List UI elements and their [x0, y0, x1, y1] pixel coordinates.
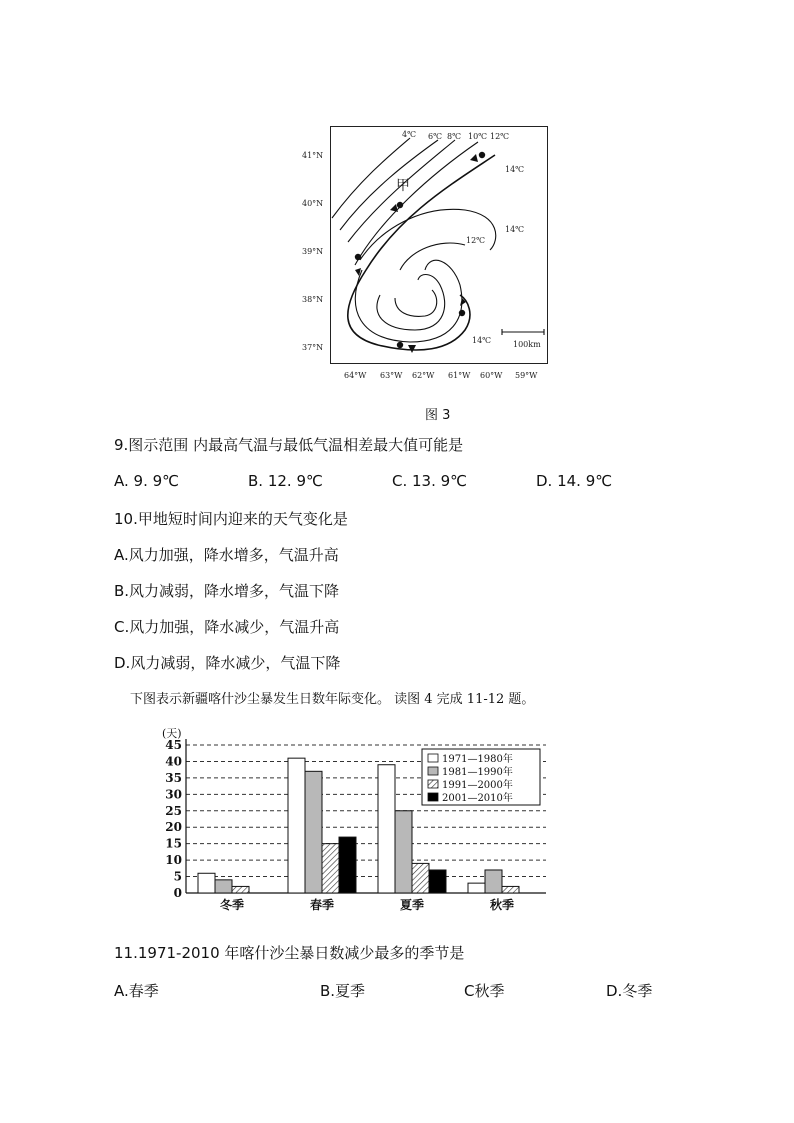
lon-label: 59°W: [515, 371, 538, 380]
category-label: 冬季: [219, 898, 245, 912]
question-11-option-a: A.春季: [114, 982, 159, 1000]
question-11-option-d: D.冬季: [606, 982, 653, 1000]
y-tick-label: 30: [165, 787, 182, 802]
bar: [412, 863, 429, 893]
question-10-option-d: D.风力减弱，降水减少，气温下降: [114, 654, 341, 672]
y-axis-label: (天): [162, 727, 182, 740]
isotherm-core: [395, 290, 437, 316]
question-9-stem: 9.图示范围 内最高气温与最低气温相差最大值可能是: [114, 436, 464, 454]
isotherm-label: 14℃: [505, 165, 525, 174]
legend-label: 1991—2000年: [442, 780, 513, 791]
isotherm-label: 8℃: [447, 132, 462, 141]
question-10-option-a: A.风力加强，降水增多，气温升高: [114, 546, 339, 564]
lon-label: 61°W: [448, 371, 471, 380]
y-tick-label: 10: [165, 853, 182, 868]
question-10-stem: 10.甲地短时间内迎来的天气变化是: [114, 510, 348, 528]
isotherm-label: 6℃: [428, 132, 443, 141]
y-tick-label: 20: [165, 820, 182, 835]
y-tick-label: 25: [165, 803, 182, 818]
jia-label: 甲: [396, 178, 410, 194]
question-9-option-b: B. 12. 9℃: [248, 472, 323, 490]
legend-swatch: [428, 793, 438, 801]
bar: [468, 883, 485, 893]
category-label: 秋季: [489, 898, 515, 912]
lat-label: 40°N: [302, 199, 324, 208]
question-11-stem: 11.1971-2010 年喀什沙尘暴日数减少最多的季节是: [114, 944, 465, 962]
bar: [305, 771, 322, 893]
bar: [485, 870, 502, 893]
figure-caption: 图 3: [425, 408, 451, 423]
isotherm-label: 12℃: [490, 132, 510, 141]
legend-swatch: [428, 780, 438, 788]
bar: [232, 886, 249, 893]
front-symbols: [355, 152, 485, 353]
isotherm-label: 14℃: [472, 336, 492, 345]
dust-storm-bar-chart: [160, 725, 552, 915]
legend-label: 1971—1980年: [442, 754, 513, 765]
category-label: 春季: [309, 898, 335, 912]
bar: [378, 765, 395, 893]
bar: [502, 886, 519, 893]
isotherm-inner-arc: [400, 243, 465, 270]
lon-label: 64°W: [344, 371, 367, 380]
isotherm-10: [355, 142, 478, 265]
chart-intro: 下图表示新疆喀什沙尘暴发生日数年际变化。 读图 4 完成 11-12 题。: [130, 692, 535, 707]
legend-label: 2001—2010年: [442, 793, 513, 804]
isotherm-label: 12℃: [466, 236, 486, 245]
isotherm-label: 10℃: [468, 132, 488, 141]
question-9-option-c: C. 13. 9℃: [392, 472, 468, 490]
bar: [395, 811, 412, 893]
y-tick-label: 5: [173, 869, 182, 884]
bar: [198, 873, 215, 893]
bar: [429, 870, 446, 893]
y-tick-label: 0: [173, 886, 182, 900]
question-9-option-d: D. 14. 9℃: [536, 472, 613, 490]
question-9-option-a: A. 9. 9℃: [114, 472, 180, 490]
isotherm-label: 4℃: [402, 130, 417, 139]
scale-bar: [502, 329, 544, 335]
lon-label: 60°W: [480, 371, 503, 380]
isotherm-label: 14℃: [505, 225, 525, 234]
bar: [215, 880, 232, 893]
weather-map: [300, 120, 560, 390]
lat-label: 38°N: [302, 295, 324, 304]
question-11-option-c: C秋季: [464, 982, 505, 1000]
y-tick-label: 15: [165, 836, 182, 851]
y-tick-label: 40: [165, 754, 182, 769]
question-10-option-c: C.风力加强，降水减少，气温升高: [114, 618, 340, 636]
y-tick-label: 35: [165, 770, 182, 785]
legend-swatch: [428, 754, 438, 762]
legend-swatch: [428, 767, 438, 775]
bar: [288, 758, 305, 893]
category-label: 夏季: [399, 898, 425, 912]
lon-label: 63°W: [380, 371, 403, 380]
legend-label: 1981—1990年: [442, 767, 513, 778]
scale-label: 100km: [513, 340, 541, 349]
bar: [322, 844, 339, 893]
question-11-option-b: B.夏季: [320, 982, 366, 1000]
front-line: [348, 155, 495, 350]
bar: [339, 837, 356, 893]
lon-label: 62°W: [412, 371, 435, 380]
y-tick-label: 45: [165, 738, 182, 752]
lat-label: 37°N: [302, 343, 324, 352]
isotherm-14-inner: [377, 275, 445, 330]
lat-label: 39°N: [302, 247, 324, 256]
question-10-option-b: B.风力减弱，降水增多，气温下降: [114, 582, 340, 600]
lat-label: 41°N: [302, 151, 324, 160]
isotherm-12-mid: [360, 209, 496, 260]
